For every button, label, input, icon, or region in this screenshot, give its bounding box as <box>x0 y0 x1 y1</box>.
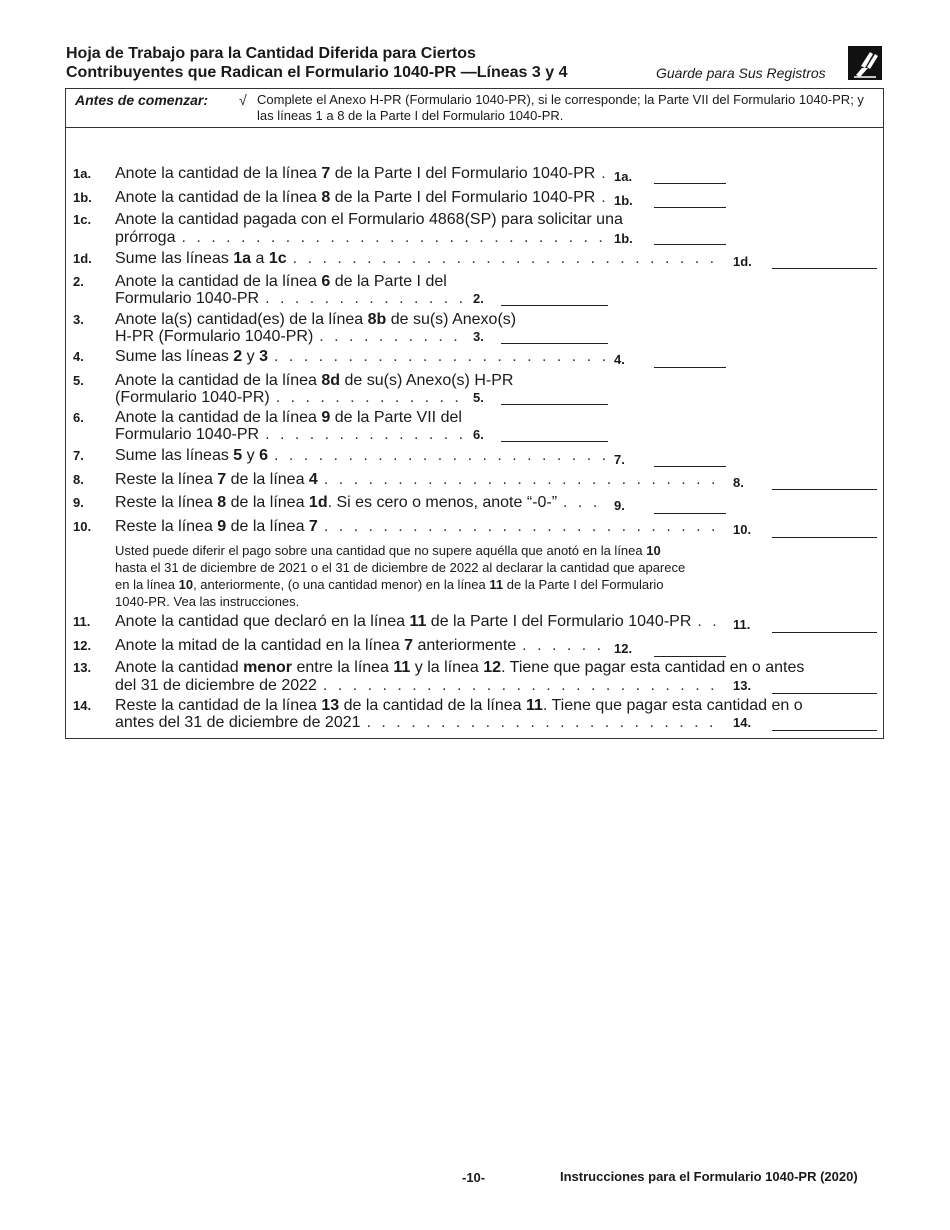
line-text-1b: Anote la cantidad de la línea 8 de la Parte I del Formulario 1040-PR . . . <box>115 190 605 206</box>
line-ref-10: 10. <box>733 522 752 537</box>
page-number: -10- <box>462 1170 486 1185</box>
amount-field-1c[interactable] <box>654 243 726 245</box>
line-number-10: 10. <box>73 519 92 534</box>
line-ref-1a: 1a. <box>614 169 633 184</box>
before-you-begin-section <box>65 88 884 128</box>
line-text-1d: Sume las líneas 1a a 1c . . . <box>115 251 721 267</box>
line-ref-6: 6. <box>473 427 484 442</box>
before-text: Complete el Anexo H-PR (Formulario 1040-PR), si le corresponde; la Parte VII del Formulario 1040-PR; y las líneas 1 a 8 de la Parte I del Formulario 1040-PR. <box>257 92 864 123</box>
line-text-1a: Anote la cantidad de la línea 7 de la Parte I del Formulario 1040-PR . . . <box>115 166 605 182</box>
amount-field-6[interactable] <box>501 440 608 442</box>
line-text-9: Reste la línea 8 de la línea 1d. Si es cero o menos, anote “-0-” . . . <box>115 495 605 511</box>
amount-field-1a[interactable] <box>654 182 726 184</box>
line-number-11: 11. <box>73 614 91 629</box>
line-text-5: Anote la cantidad de la línea 8d de su(s) Anexo(s) H-PR <box>115 372 514 389</box>
line-number-12: 12. <box>73 638 92 653</box>
line-ref-12: 12. <box>614 641 633 656</box>
title-line-1: Hoja de Trabajo para la Cantidad Diferida para Ciertos <box>66 45 476 62</box>
amount-field-10[interactable] <box>772 536 877 538</box>
amount-field-7[interactable] <box>654 465 726 467</box>
amount-field-3[interactable] <box>501 342 608 344</box>
line-text-2: Anote la cantidad de la línea 6 de la Parte I del <box>115 273 447 290</box>
line-ref-8: 8. <box>733 475 744 490</box>
line-ref-1d: 1d. <box>733 254 752 269</box>
line-text-14-cont: antes del 31 de diciembre de 2021 . . . <box>115 715 721 731</box>
amount-field-1d[interactable] <box>772 267 877 269</box>
line-number-1a: 1a. <box>73 166 92 181</box>
line-ref-4: 4. <box>614 352 625 367</box>
amount-field-5[interactable] <box>501 403 608 405</box>
keep-records-label: Guarde para Sus Registros <box>656 65 826 81</box>
title-line-2: Contribuyentes que Radican el Formulario 1040-PR —Líneas 3 y 4 <box>66 64 568 81</box>
line-ref-14: 14. <box>733 715 752 730</box>
line-number-6: 6. <box>73 410 84 425</box>
line-number-2: 2. <box>73 274 84 289</box>
line-text-4: Sume las líneas 2 y 3 . . . <box>115 349 605 365</box>
amount-field-1b[interactable] <box>654 206 726 208</box>
line-number-1c: 1c. <box>73 212 92 227</box>
line-ref-7: 7. <box>614 452 625 467</box>
amount-field-13[interactable] <box>772 692 877 694</box>
keep-records-icon <box>848 46 882 80</box>
line-text-3-cont: H-PR (Formulario 1040-PR) . . . <box>115 329 465 345</box>
worksheet-title <box>66 44 646 82</box>
line-text-13: Anote la cantidad menor entre la línea 11 y la línea 12. Tiene que pagar esta cantidad en o antes <box>115 659 805 676</box>
line-text-10: Reste la línea 9 de la línea 7 . . . <box>115 519 721 535</box>
line-text-8: Reste la línea 7 de la línea 4 . . . <box>115 472 721 488</box>
line-ref-13: 13. <box>733 678 752 693</box>
amount-field-9[interactable] <box>654 512 726 514</box>
line-ref-2: 2. <box>473 291 484 306</box>
amount-field-12[interactable] <box>654 655 726 657</box>
line-number-13: 13. <box>73 660 92 675</box>
line-number-14: 14. <box>73 698 92 713</box>
line-text-2-cont: Formulario 1040-PR . . . <box>115 291 465 307</box>
amount-field-8[interactable] <box>772 488 877 490</box>
checkmark-icon: √ <box>239 92 247 108</box>
line-ref-11: 11. <box>733 617 751 632</box>
line-ref-9: 9. <box>614 498 625 513</box>
line-number-8: 8. <box>73 472 84 487</box>
before-label: Antes de comenzar: <box>75 92 209 108</box>
line-text-13-cont: del 31 de diciembre de 2022 . . . <box>115 678 721 694</box>
line-number-3: 3. <box>73 312 84 327</box>
line-text-1c-cont: prórroga . . . <box>115 230 605 246</box>
line-text-14: Reste la cantidad de la línea 13 de la cantidad de la línea 11. Tiene que pagar esta cantidad en o <box>115 697 803 714</box>
line-number-7: 7. <box>73 448 84 463</box>
line-number-1b: 1b. <box>73 190 92 205</box>
line-number-1d: 1d. <box>73 251 92 266</box>
line-text-12: Anote la mitad de la cantidad en la línea 7 anteriormente . . . <box>115 638 605 654</box>
line-ref-5: 5. <box>473 390 484 405</box>
line-text-5-cont: (Formulario 1040-PR) . . . <box>115 390 465 406</box>
line-text-6: Anote la cantidad de la línea 9 de la Parte VII del <box>115 409 462 426</box>
line-ref-1c: 1b. <box>614 231 633 246</box>
line-text-6-cont: Formulario 1040-PR . . . <box>115 427 465 443</box>
line-ref-3: 3. <box>473 329 484 344</box>
line-number-5: 5. <box>73 373 84 388</box>
line-number-4: 4. <box>73 349 84 364</box>
amount-field-4[interactable] <box>654 366 726 368</box>
line-number-9: 9. <box>73 495 84 510</box>
amount-field-14[interactable] <box>772 729 877 731</box>
line-text-3: Anote la(s) cantidad(es) de la línea 8b de su(s) Anexo(s) <box>115 311 517 328</box>
deferral-note: Usted puede diferir el pago sobre una cantidad que no supere aquélla que anotó en la línea 10 hasta el 31 de diciembre de 2021 o el 31 de diciembre de 2022 al declarar la cantidad que aparece en la línea 10, anteriormente, (o una cantidad menor) en la línea 11 de la Parte I del Formulario 1040-PR. Vea las instrucciones. <box>115 543 686 609</box>
amount-field-11[interactable] <box>772 631 877 633</box>
amount-field-2[interactable] <box>501 304 608 306</box>
line-text-7: Sume las líneas 5 y 6 . . . <box>115 448 605 464</box>
line-text-11: Anote la cantidad que declaró en la línea 11 de la Parte I del Formulario 1040-PR . . . <box>115 614 721 630</box>
line-ref-1b: 1b. <box>614 193 633 208</box>
line-text-1c: Anote la cantidad pagada con el Formulario 4868(SP) para solicitar una <box>115 211 623 228</box>
footer-text: Instrucciones para el Formulario 1040-PR (2020) <box>560 1169 858 1184</box>
